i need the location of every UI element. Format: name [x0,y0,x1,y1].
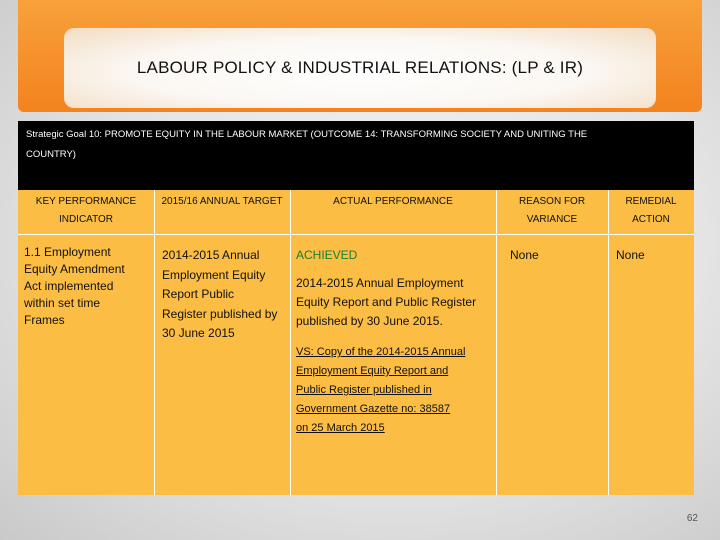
header-kpi-line-2: INDICATOR [58,214,114,225]
target-line: 30 June 2015 [162,326,235,340]
header-actual-label: ACTUAL PERFORMANCE [333,196,453,207]
target-line: Employment Equity [162,267,266,282]
header-target [154,193,290,211]
verification-line: on 25 March 2015 [296,422,385,434]
header-actual [290,193,496,211]
kpi-line: 1.1 Employment [24,245,111,259]
kpi-line: Act implemented [24,279,114,293]
verification-line: Employment Equity Report and [296,365,449,377]
kpi-cell [24,244,150,329]
target-line: Report Public [162,287,235,301]
performance-table [18,190,694,495]
slide-title: LABOUR POLICY & INDUSTRIAL RELATIONS: (LP & IR) [136,58,584,77]
column-divider [496,190,497,495]
column-divider [154,190,155,495]
strategic-goal-line-1: Strategic Goal 10: PROMOTE EQUITY IN THE LABOUR MARKET (OUTCOME 14: TRANSFORMING SOCIETY AND UNITING THE [26,129,588,140]
header-remedial [608,193,694,229]
header-remedial-line-2: ACTION [632,214,670,225]
header-reason [496,193,608,229]
column-divider [608,190,609,495]
header-remedial-line-1: REMEDIAL [625,196,677,207]
kpi-line: Frames [24,313,65,327]
strategic-goal-line-2: COUNTRY) [26,149,76,160]
strategic-goal-text [26,125,666,165]
kpi-line: within set time [24,296,101,310]
kpi-line: Equity Amendment [24,262,125,276]
target-line: Register published by [162,306,278,321]
actual-line: published by 30 June 2015. [296,314,443,328]
verification-source [296,343,494,438]
slide-number: 62 [686,513,698,524]
actual-cell [296,246,494,438]
achieved-status: ACHIEVED [296,248,358,262]
actual-line: 2014-2015 Annual Employment [296,276,464,290]
actual-line: Equity Report and Public Register [296,295,477,309]
title-panel [64,28,656,108]
header-kpi-line-1: KEY PERFORMANCE [35,196,137,207]
header-reason-line-1: REASON FOR [518,196,586,207]
verification-line: VS: Copy of the 2014-2015 Annual [296,346,466,358]
target-line: 2014-2015 Annual [162,248,260,262]
column-divider [290,190,291,495]
target-cell [162,246,290,344]
title-banner [18,0,702,112]
strategic-goal-bar [18,121,694,191]
header-target-label: 2015/16 ANNUAL TARGET [161,196,283,207]
remedial-cell: None [616,248,645,262]
verification-line: Government Gazette no: 38587 [296,403,451,415]
header-reason-line-2: VARIANCE [526,214,578,225]
verification-line: Public Register published in [296,384,432,396]
header-kpi [18,193,154,229]
reason-cell: None [510,248,539,262]
